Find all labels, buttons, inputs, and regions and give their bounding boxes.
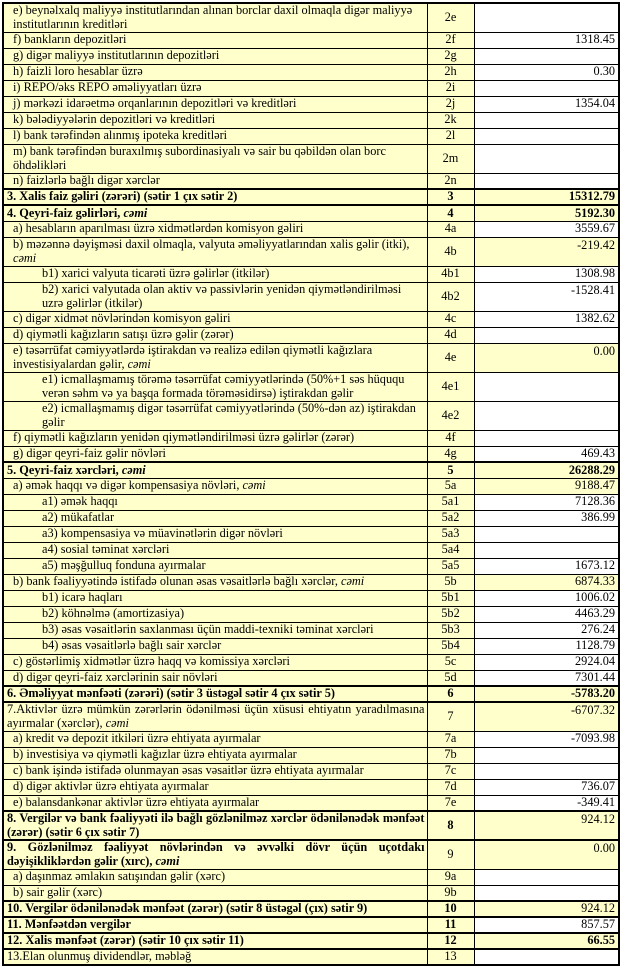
row-value-cell (474, 144, 619, 173)
row-label-cell (3, 144, 427, 173)
row-label: 12. Xalis mənfəət (zərər) (sətir 10 çıx sətir 11) (7, 933, 244, 948)
row-label: b) bank fəaliyyətində istifadə olunan əsas vəsaitlərlə bağlı xərclər, (13, 574, 341, 589)
row-label-suffix: cəmi (105, 715, 129, 730)
row-code-cell: 2h (427, 64, 474, 80)
row-value-cell: 386.99 (474, 510, 619, 526)
row-label-cell (3, 638, 427, 654)
row-label-cell (3, 574, 427, 590)
row-label-cell (3, 96, 427, 112)
row-code-cell: 2g (427, 48, 474, 64)
row-value-cell: 0.00 (474, 343, 619, 372)
table-row (3, 462, 619, 478)
row-value-cell: -7093.98 (474, 731, 619, 747)
row-label-cell (3, 494, 427, 510)
row-value-cell: -5783.20 (474, 686, 619, 702)
row-code-cell: 5a4 (427, 542, 474, 558)
row-label-cell (3, 64, 427, 80)
row-label: c) digər xidmət növlərindən komisyon gəliri (13, 311, 231, 326)
row-label-cell (3, 933, 427, 949)
table-row (3, 189, 619, 205)
row-label-cell (3, 430, 427, 446)
row-label: b2) köhnəlmə (amortizasiya) (42, 606, 185, 621)
row-label-cell (3, 327, 427, 343)
row-label-cell (3, 949, 427, 965)
row-label: e) balansdankənar aktivlər üzrə ehtiyata ayırmalar (13, 795, 260, 809)
table-row (3, 795, 619, 811)
table-row (3, 574, 619, 590)
row-value-cell: -1528.41 (474, 282, 619, 311)
row-label: 8. Vergilər və bank fəaliyyəti ilə bağlı gözlənilməz xərclər ödənilənədək mənfəət (zərər) (sətir 6 çıx sətir 7) (7, 811, 425, 839)
row-label: 4. Qeyri-faiz gəlirləri, (7, 205, 124, 220)
row-code-cell: 4b2 (427, 282, 474, 311)
row-value-cell: 2924.04 (474, 654, 619, 670)
row-label: f) bankların depozitləri (13, 32, 127, 47)
row-value-cell (474, 48, 619, 64)
row-code-cell: 9a (427, 869, 474, 885)
table-row (3, 949, 619, 965)
row-value-cell (474, 128, 619, 144)
row-label: a4) sosial təminat xərcləri (42, 542, 170, 557)
table-row (3, 763, 619, 779)
row-label-cell (3, 686, 427, 702)
row-label: j) mərkəzi idarəetmə orqanlarının depozitləri və kreditləri (13, 96, 297, 111)
row-value-cell: 1318.45 (474, 32, 619, 48)
income-statement-table (2, 2, 620, 966)
row-label-cell (3, 343, 427, 372)
row-code-cell: 2m (427, 144, 474, 173)
row-label-cell (3, 32, 427, 48)
table-body (3, 3, 619, 965)
row-code-cell: 2j (427, 96, 474, 112)
row-label-cell (3, 622, 427, 638)
row-value-cell (474, 112, 619, 128)
row-code-cell: 2l (427, 128, 474, 144)
row-label-cell (3, 917, 427, 933)
row-label: m) bank tərəfindən buraxılmış subordinasiyalı və sair bu qəbildən olan borc öhdəlikləri (13, 144, 386, 172)
table-row (3, 237, 619, 266)
row-label-cell (3, 48, 427, 64)
row-label-cell (3, 885, 427, 901)
row-code-cell: 5d (427, 670, 474, 686)
row-label-cell (3, 763, 427, 779)
row-label-cell (3, 266, 427, 282)
table-row (3, 558, 619, 574)
row-value-cell (474, 173, 619, 189)
row-code-cell: 5b3 (427, 622, 474, 638)
row-value-cell (474, 747, 619, 763)
row-code-cell: 2e (427, 3, 474, 32)
row-label-cell (3, 446, 427, 462)
table-row (3, 144, 619, 173)
row-code-cell: 4g (427, 446, 474, 462)
row-label-cell (3, 654, 427, 670)
row-code-cell: 3 (427, 189, 474, 205)
table-row (3, 266, 619, 282)
row-label: b) investisiya və qiymətli kağızlar üzrə ehtiyata ayırmalar (13, 747, 297, 762)
table-row (3, 494, 619, 510)
row-code-cell: 5b4 (427, 638, 474, 654)
row-value-cell (474, 869, 619, 885)
row-code-cell: 7 (427, 702, 474, 731)
row-label: b4) əsas vəsaitlərlə bağlı sair xərclər (42, 638, 222, 653)
row-label: a) kredit və depozit itkiləri üzrə ehtiyata ayırmalar (13, 731, 261, 746)
row-value-cell: 5192.30 (474, 205, 619, 221)
row-label-cell (3, 189, 427, 205)
row-label-cell (3, 606, 427, 622)
row-label-cell (3, 558, 427, 574)
row-value-cell: 6874.33 (474, 574, 619, 590)
row-code-cell: 7e (427, 795, 474, 811)
row-value-cell (474, 763, 619, 779)
row-label: a) daşınmaz əmlakın satışından gəlir (xərc) (13, 869, 226, 884)
row-value-cell (474, 3, 619, 32)
row-label-cell (3, 747, 427, 763)
row-value-cell: 15312.79 (474, 189, 619, 205)
row-code-cell: 7b (427, 747, 474, 763)
row-label: b3) əsas vəsaitlərin saxlanması üçün maddi-texniki təminat xərcləri (42, 622, 374, 637)
row-code-cell: 9 (427, 840, 474, 869)
row-code-cell: 12 (427, 933, 474, 949)
row-label: a5) məşğulluq fonduna ayırmalar (42, 558, 206, 573)
row-code-cell: 4e2 (427, 401, 474, 430)
row-label: e) təsərrüfat cəmiyyətlərdə iştirakdan və realizə edilən qiymətli kağızlara investisiyalardan gəlir, (13, 343, 373, 371)
row-code-cell: 5 (427, 462, 474, 478)
row-value-cell: 1354.04 (474, 96, 619, 112)
table-row (3, 3, 619, 32)
table-row (3, 622, 619, 638)
row-code-cell: 13 (427, 949, 474, 965)
table-row (3, 221, 619, 237)
row-code-cell: 4a (427, 221, 474, 237)
row-label: b1) xarici valyuta ticarəti üzrə gəlirlər (itkilər) (42, 266, 270, 281)
row-value-cell: 66.55 (474, 933, 619, 949)
row-value-cell: 1673.12 (474, 558, 619, 574)
table-row (3, 478, 619, 494)
row-label-cell (3, 542, 427, 558)
row-code-cell: 5b1 (427, 590, 474, 606)
table-row (3, 590, 619, 606)
row-label: 5. Qeyri-faiz xərcləri, (7, 462, 122, 477)
row-value-cell: 4463.29 (474, 606, 619, 622)
row-label: b) məzənnə dəyişməsi daxil olmaqla, valyuta əməliyyatlarından xalis gəlir (itki), (13, 237, 410, 251)
table-row (3, 933, 619, 949)
row-code-cell: 2k (427, 112, 474, 128)
table-row (3, 128, 619, 144)
row-label: n) faizlərlə bağlı digər xərclər (13, 173, 160, 187)
row-label: i) REPO/əks REPO əməliyyatları üzrə (13, 80, 202, 95)
row-code-cell: 6 (427, 686, 474, 702)
table-row (3, 747, 619, 763)
row-code-cell: 2n (427, 173, 474, 189)
table-row (3, 343, 619, 372)
table-row (3, 606, 619, 622)
row-code-cell: 7c (427, 763, 474, 779)
row-code-cell: 7a (427, 731, 474, 747)
row-label: f) qiymətli kağızların yenidən qiymətləndirilməsi üzrə gəlirlər (zərər) (13, 430, 355, 445)
table-row (3, 654, 619, 670)
row-label: e) beynəlxalq maliyyə institutlarından alınan borclar daxil olmaqla digər maliyyə institutlarının kreditləri (13, 3, 413, 31)
row-value-cell (474, 372, 619, 401)
row-label-cell (3, 128, 427, 144)
row-label-suffix: cəmi (155, 853, 180, 868)
row-label: c) bank işində istifadə olunmayan əsas vəsaitlər üzrə ehtiyata ayırmalar (13, 763, 364, 778)
row-code-cell: 2f (427, 32, 474, 48)
row-code-cell: 4b (427, 237, 474, 266)
row-label-cell (3, 869, 427, 885)
row-label: g) digər maliyyə institutlarının depozitləri (13, 48, 220, 63)
table-row (3, 779, 619, 795)
row-value-cell (474, 327, 619, 343)
row-code-cell: 5b2 (427, 606, 474, 622)
row-label: b1) icarə haqları (42, 590, 123, 605)
table-row (3, 401, 619, 430)
table-row (3, 80, 619, 96)
row-label: e2) icmallaşmamış digər təsərrüfat cəmiyyətlərində (50%-dən az) iştirakdan gəlir (42, 401, 416, 429)
row-label-cell (3, 3, 427, 32)
table-row (3, 885, 619, 901)
row-code-cell: 5b (427, 574, 474, 590)
row-value-cell (474, 430, 619, 446)
table-row (3, 282, 619, 311)
table-row (3, 64, 619, 80)
table-row (3, 840, 619, 869)
table-row (3, 32, 619, 48)
row-label-cell (3, 80, 427, 96)
table-row (3, 917, 619, 933)
row-label-cell (3, 173, 427, 189)
row-value-cell: 924.12 (474, 901, 619, 917)
row-label-cell (3, 670, 427, 686)
row-label-cell (3, 282, 427, 311)
row-label-cell (3, 840, 427, 869)
table-row (3, 327, 619, 343)
row-label: 3. Xalis faiz gəliri (zərəri) (sətir 1 çıx sətir 2) (7, 189, 238, 204)
row-code-cell: 5a1 (427, 494, 474, 510)
table-row (3, 311, 619, 327)
row-value-cell (474, 526, 619, 542)
row-label: 7.Aktivlər üzrə mümkün zərərlərin ödənilməsi üçün xüsusi ehtiyatın yaradılmasına ayırmalar (xərclər), (7, 702, 425, 730)
row-label-cell (3, 205, 427, 221)
table-row (3, 430, 619, 446)
row-code-cell: 5a5 (427, 558, 474, 574)
row-label: b2) xarici valyutada olan aktiv və passivlərin yenidən qiymətləndirilməsi uzrə gəlirlər (itkilər) (42, 282, 402, 310)
table-row (3, 811, 619, 840)
row-value-cell: 1128.79 (474, 638, 619, 654)
table-row (3, 638, 619, 654)
row-value-cell: 26288.29 (474, 462, 619, 478)
row-code-cell: 5a3 (427, 526, 474, 542)
row-label: h) faizli loro hesablar üzrə (13, 64, 143, 79)
row-value-cell: 736.07 (474, 779, 619, 795)
row-code-cell: 5a (427, 478, 474, 494)
row-label: 13.Elan olunmuş dividendlər, məbləğ (7, 949, 192, 964)
row-label-cell (3, 510, 427, 526)
row-code-cell: 5a2 (427, 510, 474, 526)
row-code-cell: 4c (427, 311, 474, 327)
table-row (3, 446, 619, 462)
row-label-cell (3, 795, 427, 811)
row-label: a2) mükafatlar (42, 510, 115, 525)
row-label-cell (3, 779, 427, 795)
row-code-cell: 9b (427, 885, 474, 901)
row-label-cell (3, 478, 427, 494)
row-label-cell (3, 311, 427, 327)
row-label: g) digər qeyri-faiz gəlir növləri (13, 446, 166, 460)
row-code-cell: 4d (427, 327, 474, 343)
row-value-cell: 1308.98 (474, 266, 619, 282)
row-code-cell: 11 (427, 917, 474, 933)
table-row (3, 869, 619, 885)
row-code-cell: 2i (427, 80, 474, 96)
table-row (3, 96, 619, 112)
row-label: a1) əmək haqqı (42, 494, 118, 509)
row-label-suffix: cəmi (13, 250, 37, 265)
row-code-cell: 4f (427, 430, 474, 446)
row-label-cell (3, 811, 427, 840)
row-value-cell: 1006.02 (474, 590, 619, 606)
row-label: 6. Əməliyyat mənfəəti (zərəri) (sətir 3 üstəgəl sətir 4 çıx sətir 5) (7, 686, 335, 701)
table-row (3, 686, 619, 702)
row-value-cell: -6707.32 (474, 702, 619, 731)
row-code-cell: 7d (427, 779, 474, 795)
table-row (3, 173, 619, 189)
row-label-cell (3, 731, 427, 747)
row-value-cell: 1382.62 (474, 311, 619, 327)
row-label-suffix: cəmi (123, 205, 148, 220)
row-code-cell: 5c (427, 654, 474, 670)
row-label-cell (3, 462, 427, 478)
table-row (3, 205, 619, 221)
table-row (3, 670, 619, 686)
row-label-cell (3, 112, 427, 128)
row-label-cell (3, 901, 427, 917)
table-row (3, 901, 619, 917)
table-row (3, 526, 619, 542)
row-label-cell (3, 221, 427, 237)
row-value-cell: -349.41 (474, 795, 619, 811)
row-label: a) hesabların aparılması üzrə xidmətlərdən komisyon gəliri (13, 221, 304, 236)
row-value-cell (474, 401, 619, 430)
table-row (3, 372, 619, 401)
row-value-cell (474, 949, 619, 965)
row-value-cell: 276.24 (474, 622, 619, 638)
row-label-cell (3, 237, 427, 266)
row-label-cell (3, 401, 427, 430)
row-value-cell: 0.00 (474, 840, 619, 869)
table-row (3, 731, 619, 747)
row-label: k) bələdiyyələrin depozitləri və kreditləri (13, 112, 216, 127)
row-code-cell: 8 (427, 811, 474, 840)
row-value-cell (474, 542, 619, 558)
row-value-cell: 9188.47 (474, 478, 619, 494)
row-value-cell (474, 885, 619, 901)
row-label-suffix: cəmi (242, 478, 266, 493)
row-label-cell (3, 526, 427, 542)
row-label: 9. Gözlənilməz fəaliyyət növlərindən və əvvəlki dövr üçün uçotdakı dəyişikliklərdən gəlir (xırc), (7, 840, 425, 868)
row-label-cell (3, 372, 427, 401)
row-label-suffix: cəmi (340, 574, 365, 589)
row-label: d) digər qeyri-faiz xərclərinin sair növləri (13, 670, 218, 684)
row-label-suffix: cəmi (127, 356, 151, 371)
table-row (3, 510, 619, 526)
row-value-cell: 7128.36 (474, 494, 619, 510)
row-label: l) bank tərəfindən alınmış ipoteka kreditləri (13, 128, 228, 143)
table-row (3, 48, 619, 64)
row-label: b) sair gəlir (xərc) (13, 885, 103, 899)
row-label-suffix: cəmi (121, 462, 146, 477)
row-label-cell (3, 590, 427, 606)
table-row (3, 542, 619, 558)
row-label: a) əmək haqqı və digər kompensasiya növləri, (13, 478, 243, 493)
row-value-cell: -219.42 (474, 237, 619, 266)
row-label: d) qiymətli kağızların satışı üzrə gəlir (zərər) (13, 327, 234, 342)
row-value-cell: 857.57 (474, 917, 619, 933)
table-row (3, 702, 619, 731)
row-label: 10. Vergilər ödənilənədək mənfəət (zərər) (sətir 8 üstəgəl (çıx) sətir 9) (7, 901, 368, 916)
row-label: c) göstərlimiş xidmətlər üzrə haqq və komissiya xərcləri (13, 654, 290, 669)
row-label: e1) icmallaşmamış törəmə təsərrüfat cəmiyyətlərində (50%+1 səs hüququ verən səhm və ya başqa formada törəməsidirsə) iştirakdan gəlir (42, 372, 405, 400)
row-value-cell: 924.12 (474, 811, 619, 840)
row-code-cell: 4e (427, 343, 474, 372)
row-value-cell: 469.43 (474, 446, 619, 462)
row-value-cell: 0.30 (474, 64, 619, 80)
row-label: d) digər aktivlər üzrə ehtiyata ayırmalar (13, 779, 209, 794)
row-code-cell: 4e1 (427, 372, 474, 401)
row-label: a3) kompensasiya və müavinətlərin digər növləri (42, 526, 283, 541)
table-row (3, 112, 619, 128)
row-label: 11. Mənfəətdən vergilər (7, 917, 131, 932)
row-value-cell: 3559.67 (474, 221, 619, 237)
row-value-cell: 7301.44 (474, 670, 619, 686)
row-code-cell: 10 (427, 901, 474, 917)
row-value-cell (474, 80, 619, 96)
row-label-cell (3, 702, 427, 731)
row-code-cell: 4 (427, 205, 474, 221)
row-code-cell: 4b1 (427, 266, 474, 282)
